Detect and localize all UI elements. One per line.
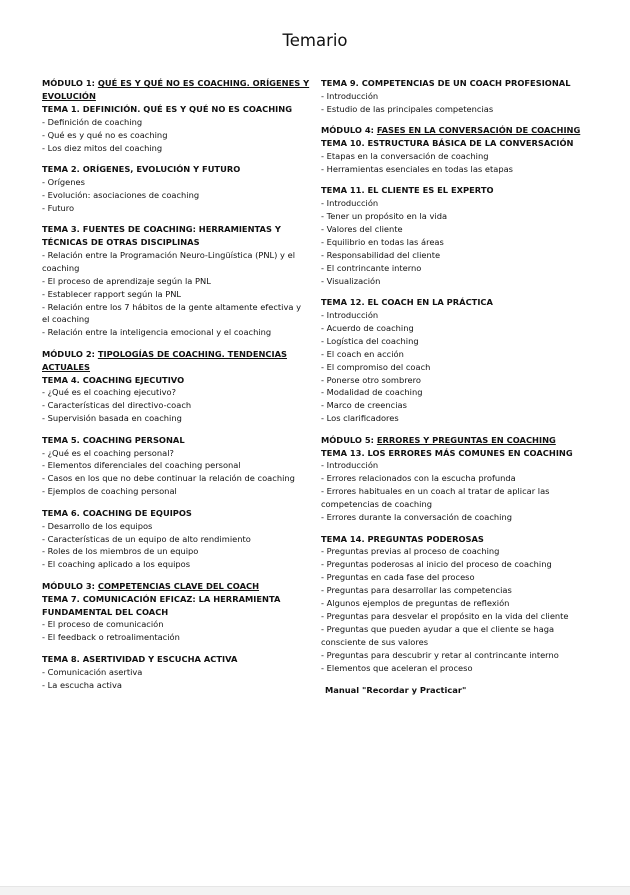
topic-item: - Acuerdo de coaching bbox=[321, 322, 596, 335]
topic-heading: TEMA 2. ORÍGENES, EVOLUCIÓN Y FUTURO bbox=[42, 163, 241, 174]
topic-item: - El coach en acción bbox=[321, 348, 596, 361]
topic-item: - ¿Qué es el coaching personal? bbox=[42, 447, 310, 460]
topic-item: - Introducción bbox=[321, 459, 596, 472]
syllabus-section bbox=[42, 580, 310, 645]
topic-item: - Herramientas esenciales en todas las etapas bbox=[321, 163, 596, 176]
topic-item: - Relación entre la inteligencia emocional y el coaching bbox=[42, 326, 310, 339]
module-heading bbox=[321, 434, 596, 447]
topic-item: - Los clarificadores bbox=[321, 412, 596, 425]
topic-item: - Introducción bbox=[321, 90, 596, 103]
topic-item: - Introducción bbox=[321, 309, 596, 322]
module-heading bbox=[42, 580, 310, 593]
page-title: Temario bbox=[282, 31, 348, 50]
topic-item-list bbox=[321, 90, 596, 116]
module-label: MÓDULO 2: bbox=[42, 348, 98, 359]
syllabus-section bbox=[321, 184, 596, 287]
topic-item: - Valores del cliente bbox=[321, 223, 596, 236]
module-label: MÓDULO 1: bbox=[42, 78, 98, 88]
topic-item: - Preguntas previas al proceso de coaching bbox=[321, 545, 596, 558]
topic-item: - Futuro bbox=[42, 202, 310, 215]
topic-item-list bbox=[42, 176, 310, 215]
topic-item: - Marco de creencias bbox=[321, 399, 596, 412]
topic-item: - Definición de coaching bbox=[42, 116, 310, 129]
syllabus-section bbox=[42, 163, 310, 215]
topic-item: - Supervisión basada en coaching bbox=[42, 412, 310, 425]
syllabus-section bbox=[321, 434, 596, 524]
topic-heading: TEMA 6. COACHING DE EQUIPOS bbox=[42, 507, 192, 518]
topic-heading: TEMA 10. ESTRUCTURA BÁSICA DE LA CONVERSACIÓN bbox=[321, 138, 574, 149]
topic-item: - Relación entre la Programación Neuro-Lingüística (PNL) y el coaching bbox=[42, 249, 310, 275]
topic-item-list bbox=[42, 116, 310, 155]
syllabus-section bbox=[42, 507, 310, 572]
topic-item-list bbox=[321, 545, 596, 674]
syllabus-section bbox=[321, 296, 596, 425]
topic-item-list bbox=[42, 447, 310, 499]
module-heading bbox=[42, 348, 310, 374]
topic-heading: TEMA 7. COMUNICACIÓN EFICAZ: LA HERRAMIENTA FUNDAMENTAL DEL COACH bbox=[42, 593, 281, 617]
topic-item-list bbox=[42, 618, 310, 644]
topic-heading: TEMA 12. EL COACH EN LA PRÁCTICA bbox=[321, 297, 493, 308]
topic-item: - Etapas en la conversación de coaching bbox=[321, 150, 596, 163]
topic-heading: TEMA 8. ASERTIVIDAD Y ESCUCHA ACTIVA bbox=[42, 653, 238, 664]
topic-item: - Características de un equipo de alto rendimiento bbox=[42, 533, 310, 546]
topic-item: - Desarrollo de los equipos bbox=[42, 520, 310, 533]
topic-item: - Errores durante la conversación de coaching bbox=[321, 511, 596, 524]
topic-item: - Los diez mitos del coaching bbox=[42, 142, 310, 155]
topic-item-list bbox=[321, 309, 596, 425]
topic-item: - Preguntas poderosas al inicio del proceso de coaching bbox=[321, 558, 596, 571]
topic-item: - El feedback o retroalimentación bbox=[42, 631, 310, 644]
topic-item: - Relación entre los 7 hábitos de la gente altamente efectiva y el coaching bbox=[42, 301, 310, 327]
module-label: MÓDULO 4: bbox=[321, 125, 377, 136]
topic-item-list bbox=[321, 459, 596, 524]
topic-item: - Características del directivo-coach bbox=[42, 399, 310, 412]
topic-item-list bbox=[321, 150, 596, 176]
syllabus-section bbox=[42, 653, 310, 692]
topic-item: - Preguntas en cada fase del proceso bbox=[321, 571, 596, 584]
topic-item: - Elementos diferenciales del coaching personal bbox=[42, 459, 310, 472]
topic-item: - Preguntas para desvelar el propósito en la vida del cliente bbox=[321, 610, 596, 623]
topic-item: - Visualización bbox=[321, 275, 596, 288]
left-column bbox=[42, 77, 310, 700]
topic-item: - Equilibrio en todas las áreas bbox=[321, 236, 596, 249]
module-heading bbox=[321, 124, 596, 137]
topic-heading: TEMA 3. FUENTES DE COACHING: HERRAMIENTAS Y TÉCNICAS DE OTRAS DISCIPLINAS bbox=[42, 224, 281, 247]
topic-heading: TEMA 1. DEFINICIÓN. QUÉ ES Y QUÉ NO ES COACHING bbox=[42, 103, 293, 114]
topic-item: - Algunos ejemplos de preguntas de reflexión bbox=[321, 597, 596, 610]
module-name: COMPETENCIAS CLAVE DEL COACH bbox=[97, 580, 260, 591]
topic-item: - El coaching aplicado a los equipos bbox=[42, 558, 310, 571]
topic-heading: TEMA 11. EL CLIENTE ES EL EXPERTO bbox=[321, 185, 494, 196]
topic-item: - ¿Qué es el coaching ejecutivo? bbox=[42, 386, 310, 399]
topic-item: - Estudio de las principales competencias bbox=[321, 103, 596, 116]
topic-item-list bbox=[42, 666, 310, 692]
syllabus-section bbox=[321, 77, 596, 116]
module-name: FASES EN LA CONVERSACIÓN DE COACHING bbox=[376, 125, 581, 136]
topic-item: - Tener un propósito en la vida bbox=[321, 210, 596, 223]
topic-item: - Establecer rapport según la PNL bbox=[42, 288, 310, 301]
topic-item: - Roles de los miembros de un equipo bbox=[42, 545, 310, 558]
topic-item: - Responsabilidad del cliente bbox=[321, 249, 596, 262]
module-name: ERRORES Y PREGUNTAS EN COACHING bbox=[376, 434, 556, 445]
topic-item: - Comunicación asertiva bbox=[42, 666, 310, 679]
syllabus-section bbox=[321, 533, 596, 675]
syllabus-section bbox=[42, 434, 310, 499]
topic-item: - La escucha activa bbox=[42, 679, 310, 692]
topic-heading: TEMA 5. COACHING PERSONAL bbox=[42, 434, 185, 445]
topic-item-list bbox=[321, 197, 596, 287]
syllabus-section bbox=[42, 348, 310, 425]
topic-item: - Preguntas para desarrollar las competencias bbox=[321, 584, 596, 597]
topic-item: - Preguntas para descubrir y retar al contrincante interno bbox=[321, 649, 596, 662]
module-label: MÓDULO 5: bbox=[321, 434, 377, 445]
topic-item: - El compromiso del coach bbox=[321, 361, 596, 374]
module-name: QUÉ ES Y QUÉ NO ES COACHING. ORÍGENES Y EVOLUCIÓN bbox=[42, 78, 310, 101]
topic-item: - Preguntas que pueden ayudar a que el cliente se haga consciente de sus valores bbox=[321, 623, 596, 649]
topic-item: - Casos en los que no debe continuar la relación de coaching bbox=[42, 472, 310, 485]
topic-item: - Orígenes bbox=[42, 176, 310, 189]
topic-item: - El proceso de aprendizaje según la PNL bbox=[42, 275, 310, 288]
topic-item: - Introducción bbox=[321, 197, 596, 210]
topic-item-list bbox=[42, 249, 310, 339]
topic-heading: TEMA 14. PREGUNTAS PODEROSAS bbox=[321, 533, 484, 544]
topic-item: - Elementos que aceleran el proceso bbox=[321, 662, 596, 675]
topic-item: - Qué es y qué no es coaching bbox=[42, 129, 310, 142]
topic-item: - Ejemplos de coaching personal bbox=[42, 485, 310, 498]
topic-item-list bbox=[42, 520, 310, 572]
topic-heading: TEMA 9. COMPETENCIAS DE UN COACH PROFESIONAL bbox=[321, 78, 571, 88]
topic-item: - Logística del coaching bbox=[321, 335, 596, 348]
page-bottom-edge bbox=[0, 886, 630, 895]
syllabus-section bbox=[321, 124, 596, 176]
topic-item: - Ponerse otro sombrero bbox=[321, 374, 596, 387]
topic-item: - Modalidad de coaching bbox=[321, 386, 596, 399]
topic-item: - El contrincante interno bbox=[321, 262, 596, 275]
topic-heading: TEMA 4. COACHING EJECUTIVO bbox=[42, 374, 185, 385]
topic-item-list bbox=[42, 386, 310, 425]
module-heading bbox=[42, 77, 310, 103]
topic-item: - Errores relacionados con la escucha profunda bbox=[321, 472, 596, 485]
module-name: TIPOLOGÍAS DE COACHING. TENDENCIAS ACTUALES bbox=[42, 348, 288, 372]
module-label: MÓDULO 3: bbox=[42, 580, 98, 591]
right-column bbox=[321, 77, 596, 697]
syllabus-section bbox=[42, 77, 310, 154]
topic-item: - El proceso de comunicación bbox=[42, 618, 310, 631]
topic-heading: TEMA 13. LOS ERRORES MÁS COMUNES EN COACHING bbox=[321, 447, 573, 458]
syllabus-section bbox=[42, 223, 310, 339]
topic-item: - Errores habituales en un coach al tratar de aplicar las competencias de coaching bbox=[321, 485, 596, 511]
manual-note: Manual "Recordar y Practicar" bbox=[325, 685, 467, 696]
topic-item: - Evolución: asociaciones de coaching bbox=[42, 189, 310, 202]
